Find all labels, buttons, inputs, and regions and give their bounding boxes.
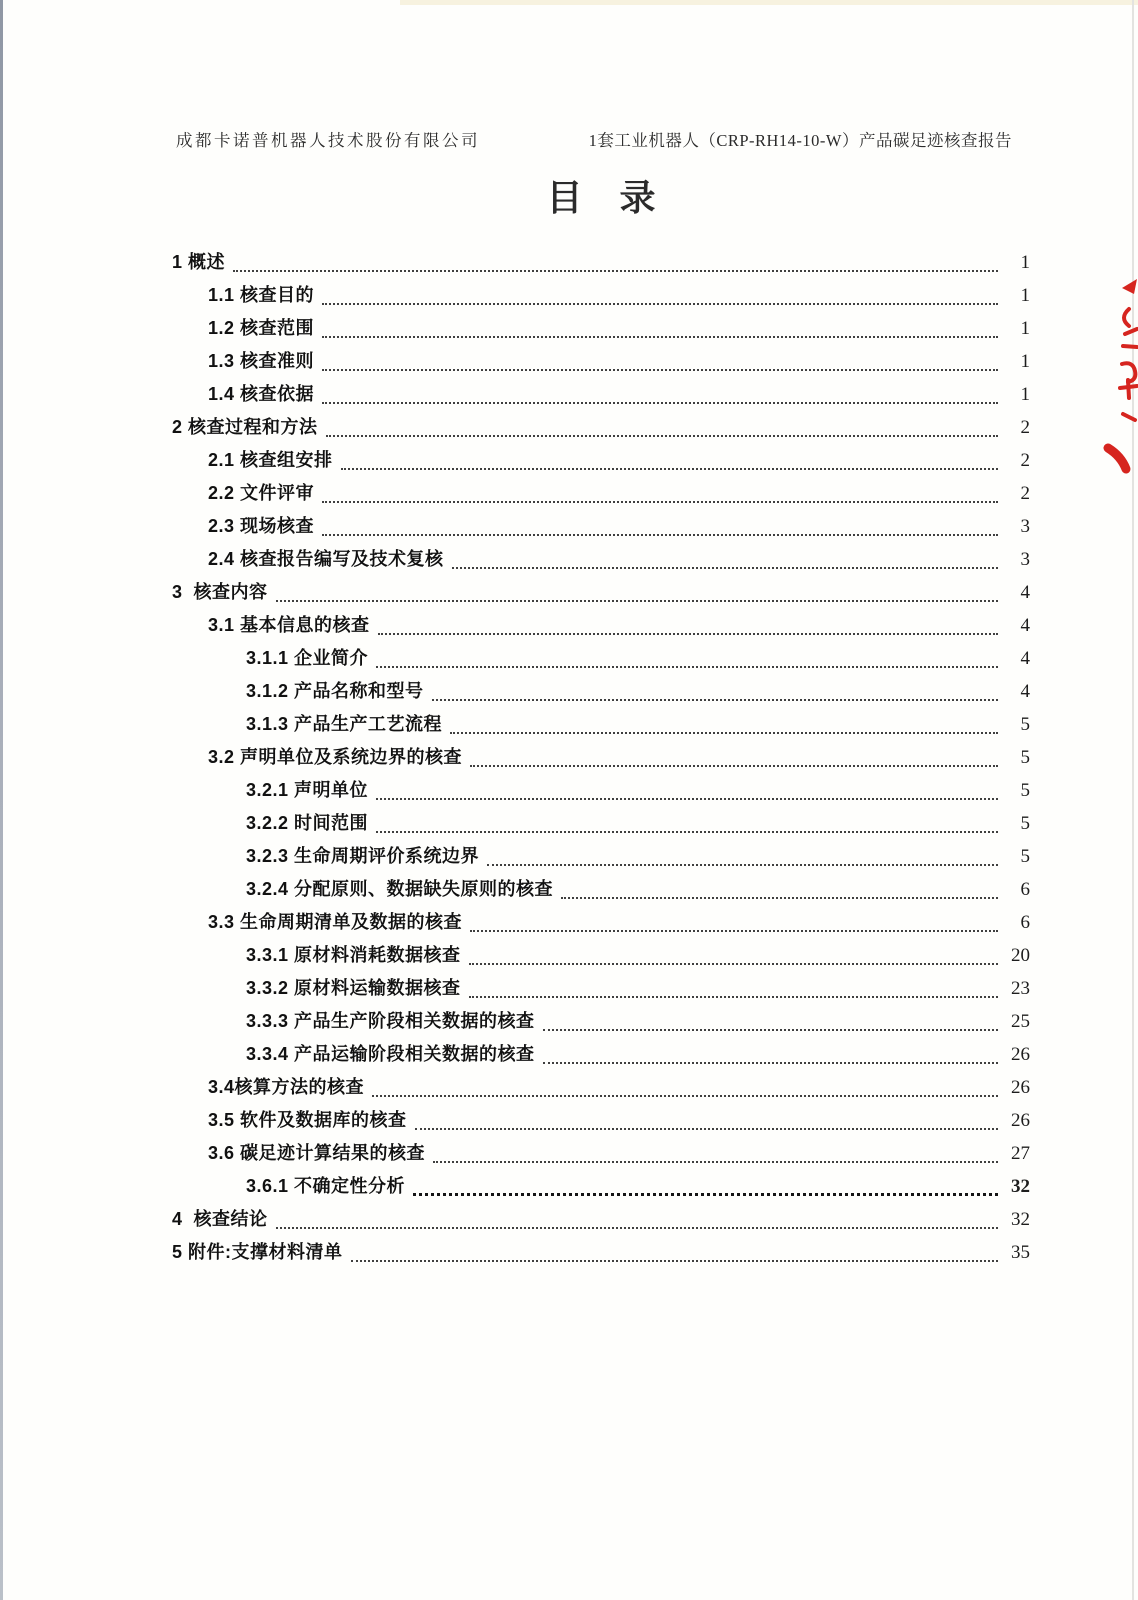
toc-leader-dots bbox=[322, 345, 998, 378]
toc-entry-label: 3.1.2 产品名称和型号 bbox=[246, 681, 424, 701]
toc-entry-label: 2.4 核查报告编写及技术复核 bbox=[208, 549, 444, 569]
toc-entry-page: 1 bbox=[1020, 351, 1030, 372]
toc-entry-page: 1 bbox=[1020, 252, 1030, 273]
toc-leader-dots bbox=[376, 774, 998, 807]
toc-entry bbox=[172, 1038, 1030, 1071]
toc-entry-page: 2 bbox=[1020, 450, 1030, 471]
toc-entry-page: 1 bbox=[1020, 285, 1030, 306]
toc-entry bbox=[172, 1137, 1030, 1170]
toc-entry bbox=[172, 378, 1030, 411]
toc-leader-dots bbox=[326, 411, 998, 444]
toc-entry-page: 2 bbox=[1020, 483, 1030, 504]
toc-entry-page: 1 bbox=[1020, 384, 1030, 405]
toc-entry-label: 3.2.3 生命周期评价系统边界 bbox=[246, 846, 480, 866]
toc-entry bbox=[172, 939, 1030, 972]
toc-entry-page: 5 bbox=[1020, 846, 1030, 867]
toc-entry bbox=[172, 576, 1030, 609]
toc-entry-page: 3 bbox=[1020, 549, 1030, 570]
toc-entry-page: 6 bbox=[1020, 879, 1030, 900]
toc-entry-page: 27 bbox=[1011, 1143, 1030, 1164]
toc-entry-page: 20 bbox=[1011, 945, 1030, 966]
toc-leader-dots bbox=[450, 708, 998, 741]
toc-entry-label: 3.3.3 产品生产阶段相关数据的核查 bbox=[246, 1011, 535, 1031]
toc-entry bbox=[172, 1071, 1030, 1104]
toc-leader-dots bbox=[276, 1203, 998, 1236]
toc-entry bbox=[172, 279, 1030, 312]
toc-entry bbox=[172, 807, 1030, 840]
toc-leader-dots bbox=[469, 972, 998, 1005]
toc-entry-label: 3.2.1 声明单位 bbox=[246, 780, 369, 800]
toc-leader-dots bbox=[322, 312, 998, 345]
toc-entry-label: 3.3 生命周期清单及数据的核查 bbox=[208, 912, 463, 932]
toc-entry-label: 3.6 碳足迹计算结果的核查 bbox=[208, 1143, 426, 1163]
toc-entry bbox=[172, 246, 1030, 279]
toc-leader-dots bbox=[470, 741, 998, 774]
toc-leader-dots bbox=[322, 477, 998, 510]
toc-leader-dots bbox=[487, 840, 998, 873]
toc-entry-page: 26 bbox=[1011, 1110, 1030, 1131]
toc-entry bbox=[172, 972, 1030, 1005]
toc-entry-page: 6 bbox=[1020, 912, 1030, 933]
header-company-name: 成都卡诺普机器人技术股份有限公司 bbox=[176, 131, 480, 150]
toc-entry-label: 2.1 核查组安排 bbox=[208, 450, 333, 470]
toc-entry-label: 3.4核算方法的核查 bbox=[208, 1077, 365, 1097]
toc-entry-label: 1.4 核查依据 bbox=[208, 384, 315, 404]
toc-entry-page: 4 bbox=[1020, 681, 1030, 702]
toc-entry bbox=[172, 312, 1030, 345]
toc-leader-dots bbox=[276, 576, 998, 609]
toc-entry bbox=[172, 642, 1030, 675]
toc-entry-label: 3.3.1 原材料消耗数据核查 bbox=[246, 945, 461, 965]
toc-entry bbox=[172, 345, 1030, 378]
toc-entry-label: 3.5 软件及数据库的核查 bbox=[208, 1110, 407, 1130]
toc-entry-page: 32 bbox=[1011, 1176, 1030, 1197]
toc-leader-dots bbox=[372, 1071, 998, 1104]
toc-leader-dots bbox=[322, 378, 998, 411]
toc-leader-dots bbox=[543, 1038, 998, 1071]
toc-entry-page: 3 bbox=[1020, 516, 1030, 537]
scan-left-edge bbox=[0, 0, 3, 1600]
toc-entry-page: 4 bbox=[1020, 648, 1030, 669]
toc-leader-dots bbox=[378, 609, 998, 642]
toc-entry bbox=[172, 444, 1030, 477]
toc-entry-page: 1 bbox=[1020, 318, 1030, 339]
toc-entry-label: 3.6.1 不确定性分析 bbox=[246, 1176, 406, 1196]
toc-entry-label: 3 核查内容 bbox=[172, 582, 268, 602]
toc-entry-page: 26 bbox=[1011, 1077, 1030, 1098]
toc-leader-dots bbox=[322, 279, 998, 312]
toc-entry bbox=[172, 675, 1030, 708]
toc-leader-dots bbox=[376, 642, 998, 675]
toc-entry bbox=[172, 741, 1030, 774]
toc-entry-label: 4 核查结论 bbox=[172, 1209, 268, 1229]
toc-entry-label: 3.3.4 产品运输阶段相关数据的核查 bbox=[246, 1044, 535, 1064]
toc-entry-page: 2 bbox=[1020, 417, 1030, 438]
toc-entry bbox=[172, 906, 1030, 939]
header-report-title: 1套工业机器人（CRP-RH14-10-W）产品碳足迹核查报告 bbox=[588, 131, 1012, 150]
toc-entry-page: 5 bbox=[1020, 747, 1030, 768]
toc-leader-dots bbox=[469, 939, 998, 972]
toc-entry bbox=[172, 1170, 1030, 1203]
toc-entry-page: 26 bbox=[1011, 1044, 1030, 1065]
toc-entry-page: 23 bbox=[1011, 978, 1030, 999]
toc-entry-page: 4 bbox=[1020, 615, 1030, 636]
toc-entry bbox=[172, 1203, 1030, 1236]
toc-entry bbox=[172, 411, 1030, 444]
toc-entry-label: 2.2 文件评审 bbox=[208, 483, 315, 503]
toc-entry-label: 1.1 核查目的 bbox=[208, 285, 315, 305]
toc-entry-label: 3.1.3 产品生产工艺流程 bbox=[246, 714, 443, 734]
toc-leader-dots bbox=[351, 1236, 998, 1269]
toc-entry-label: 3.3.2 原材料运输数据核查 bbox=[246, 978, 461, 998]
toc-leader-dots bbox=[452, 543, 998, 576]
page-header bbox=[176, 127, 1012, 151]
red-seal-fragment-icon bbox=[1092, 276, 1138, 488]
toc-entry-page: 35 bbox=[1011, 1242, 1030, 1263]
toc-entry-label: 3.2 声明单位及系统边界的核查 bbox=[208, 747, 463, 767]
toc-entry bbox=[172, 840, 1030, 873]
toc-entry-page: 5 bbox=[1020, 780, 1030, 801]
toc-entry bbox=[172, 1005, 1030, 1038]
toc-entry-label: 1.2 核查范围 bbox=[208, 318, 315, 338]
toc-leader-dots bbox=[432, 675, 998, 708]
toc-entry-label: 1 概述 bbox=[172, 252, 226, 272]
toc-entry-label: 3.2.4 分配原则、数据缺失原则的核查 bbox=[246, 879, 554, 899]
toc-leader-dots bbox=[561, 873, 998, 906]
toc-entry bbox=[172, 708, 1030, 741]
toc-leader-dots bbox=[233, 246, 998, 279]
toc-entry bbox=[172, 510, 1030, 543]
toc-entry-label: 2 核查过程和方法 bbox=[172, 417, 318, 437]
toc-entry-page: 5 bbox=[1020, 813, 1030, 834]
toc-leader-dots bbox=[341, 444, 998, 477]
toc-entry bbox=[172, 1104, 1030, 1137]
toc-leader-dots bbox=[470, 906, 998, 939]
toc-entry-page: 5 bbox=[1020, 714, 1030, 735]
toc-entry-label: 3.2.2 时间范围 bbox=[246, 813, 369, 833]
toc-title: 目 录 bbox=[546, 178, 670, 218]
toc-entry bbox=[172, 1236, 1030, 1269]
toc-entry-label: 3.1 基本信息的核查 bbox=[208, 615, 370, 635]
toc-leader-dots bbox=[543, 1005, 998, 1038]
toc-entry-page: 25 bbox=[1011, 1011, 1030, 1032]
toc-entry bbox=[172, 774, 1030, 807]
scan-top-edge bbox=[400, 0, 1138, 5]
toc-entry bbox=[172, 543, 1030, 576]
toc-entry bbox=[172, 609, 1030, 642]
toc-entry-label: 3.1.1 企业简介 bbox=[246, 648, 369, 668]
toc-entry-label: 2.3 现场核查 bbox=[208, 516, 315, 536]
toc-leader-dots bbox=[322, 510, 998, 543]
toc-leader-dots bbox=[433, 1137, 998, 1170]
toc-leader-dots bbox=[415, 1104, 998, 1137]
toc-entry bbox=[172, 477, 1030, 510]
toc-leader-dots bbox=[413, 1170, 998, 1203]
toc-list bbox=[172, 246, 1030, 1269]
toc-entry bbox=[172, 873, 1030, 906]
toc-leader-dots bbox=[376, 807, 998, 840]
toc-entry-label: 1.3 核查准则 bbox=[208, 351, 315, 371]
toc-entry-page: 32 bbox=[1011, 1209, 1030, 1230]
toc-entry-page: 4 bbox=[1020, 582, 1030, 603]
toc-entry-label: 5 附件:支撑材料清单 bbox=[172, 1242, 343, 1262]
scan-right-edge bbox=[1132, 0, 1134, 1600]
